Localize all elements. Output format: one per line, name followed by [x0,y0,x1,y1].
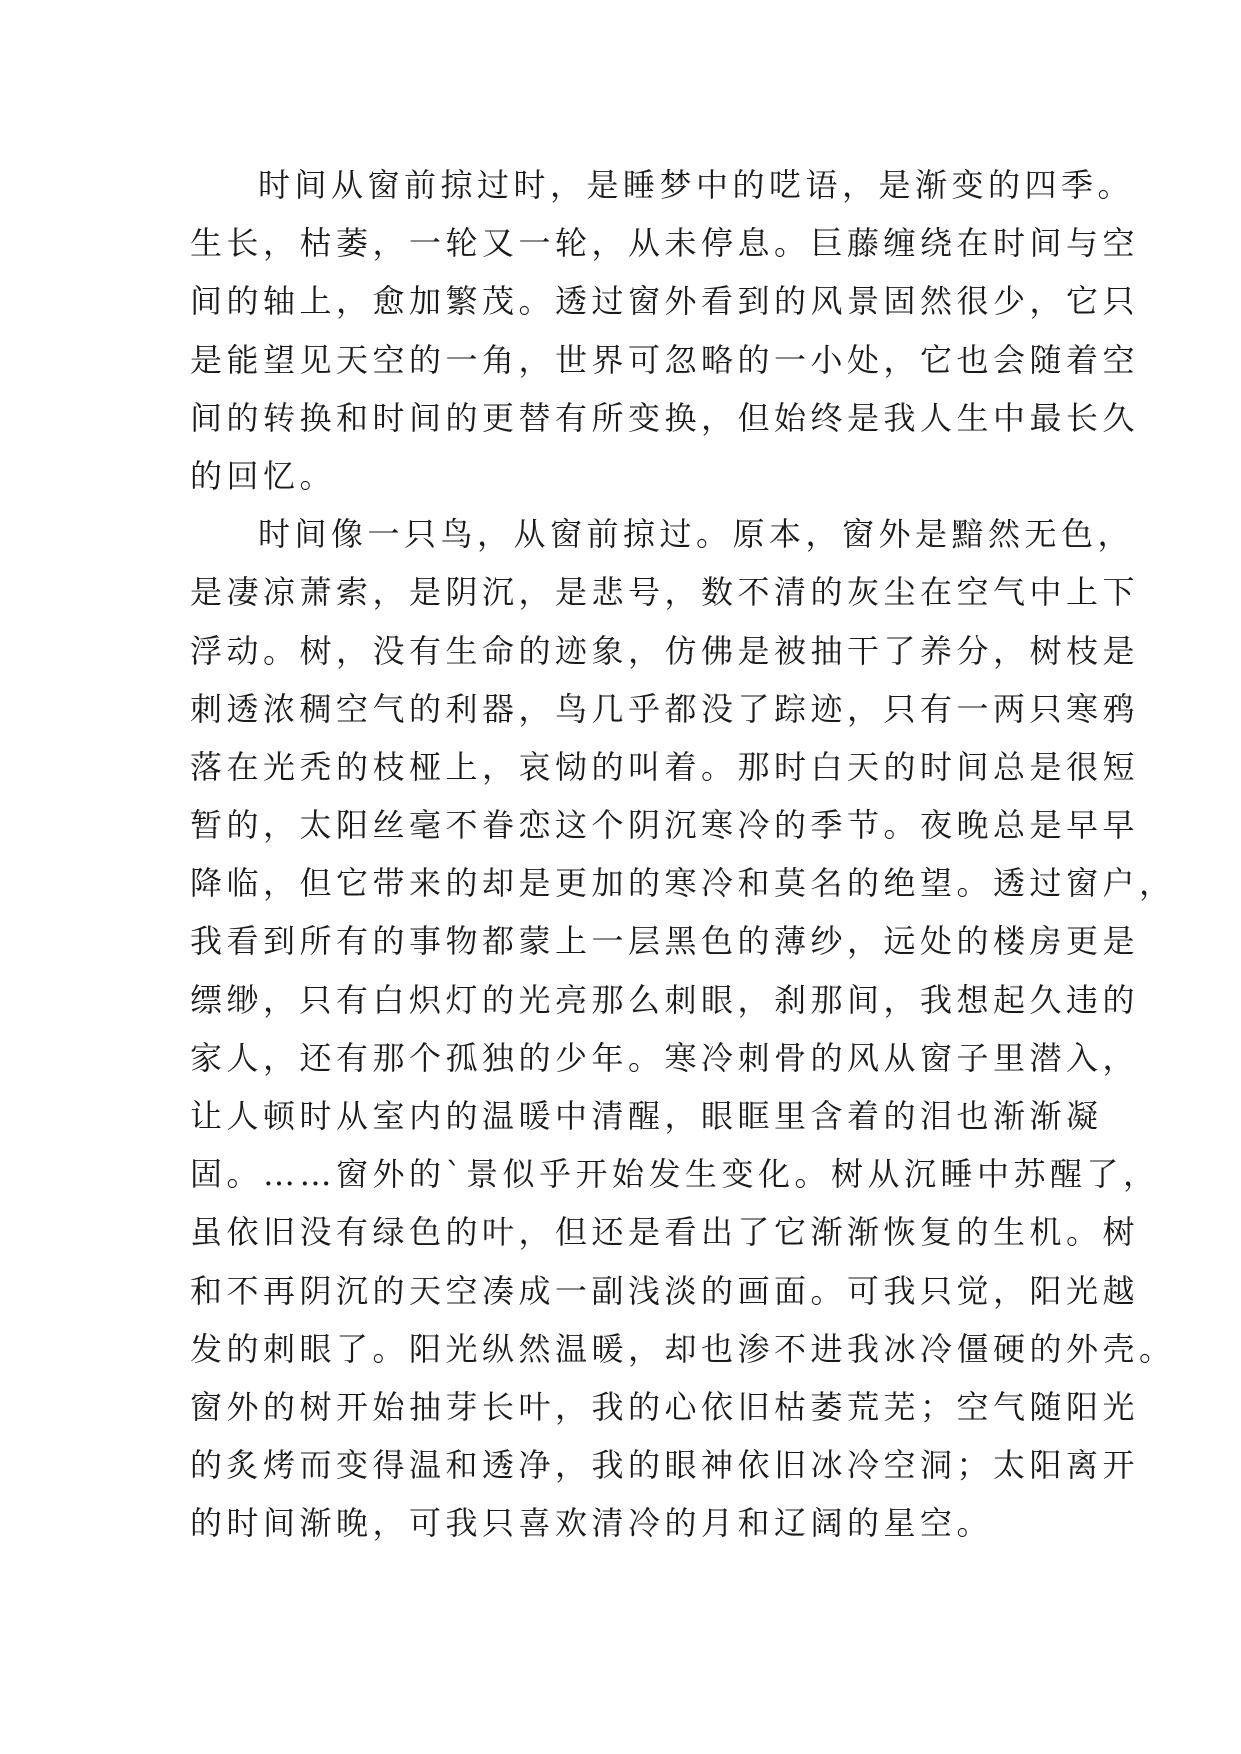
text-line: 的时间渐晚，可我只喜欢清冷的月和辽阔的星空。 [190,1504,994,1543]
paragraph-2 [190,505,1176,1552]
text-line: 窗外的树开始抽芽长叶，我的心依旧枯萎荒芜；空气随阳光 [190,1387,1140,1426]
text-line: 是能望见天空的一角，世界可忽略的一小处，它也会随着空 [190,340,1140,379]
text-line: 家人，还有那个孤独的少年。寒冷刺骨的风从窗子里潜入， [190,1038,1140,1077]
text-line: 时间像一只鸟，从窗前掠过。原本，窗外是黯然无色， [258,515,1135,554]
text-line: 的炙烤而变得温和透净，我的眼神依旧冰冷空洞；太阳离开 [190,1446,1140,1485]
text-line: 虽依旧没有绿色的叶，但还是看出了它渐渐恢复的生机。树 [190,1213,1140,1252]
text-line: 时间从窗前掠过时，是睡梦中的呓语，是渐变的四季。 [258,166,1135,204]
document-body [190,156,1176,1553]
text-line: 生长，枯萎，一轮又一轮，从未停息。巨藤缠绕在时间与空 [190,224,1140,263]
text-line: 降临，但它带来的却是更加的寒冷和莫名的绝望。透过窗户， [190,864,1176,903]
text-line: 和不再阴沉的天空凑成一副浅淡的画面。可我只觉，阳光越 [190,1271,1140,1310]
text-line: 是凄凉萧索，是阴沉，是悲号，数不清的灰尘在空气中上下 [190,573,1140,612]
text-line: 让人顿时从室内的温暖中清醒，眼眶里含着的泪也渐渐凝 [190,1097,1103,1135]
text-line: 发的刺眼了。阳光纵然温暖，却也渗不进我冰冷僵硬的外壳。 [190,1329,1176,1368]
text-line: 间的轴上，愈加繁茂。透过窗外看到的风景固然很少，它只 [190,282,1140,321]
text-line: 固。……窗外的`景似乎开始发生变化。树从沉睡中苏醒了， [190,1155,1160,1194]
text-line: 的回忆。 [190,456,337,495]
paragraph-1 [190,156,1140,505]
text-line: 间的转换和时间的更替有所变换，但始终是我人生中最长久 [190,398,1140,437]
text-line: 浮动。树，没有生命的迹象，仿佛是被抽干了养分，树枝是 [190,631,1140,670]
text-line: 刺透浓稠空气的利器，鸟几乎都没了踪迹，只有一两只寒鸦 [190,689,1140,728]
text-line: 落在光秃的枝桠上，哀恸的叫着。那时白天的时间总是很短 [190,747,1140,786]
text-line: 暂的，太阳丝毫不眷恋这个阴沉寒冷的季节。夜晚总是早早 [190,806,1140,845]
text-line: 缥缈，只有白炽灯的光亮那么刺眼，刹那间，我想起久违的 [190,980,1140,1019]
text-line: 我看到所有的事物都蒙上一层黑色的薄纱，远处的楼房更是 [190,922,1140,961]
